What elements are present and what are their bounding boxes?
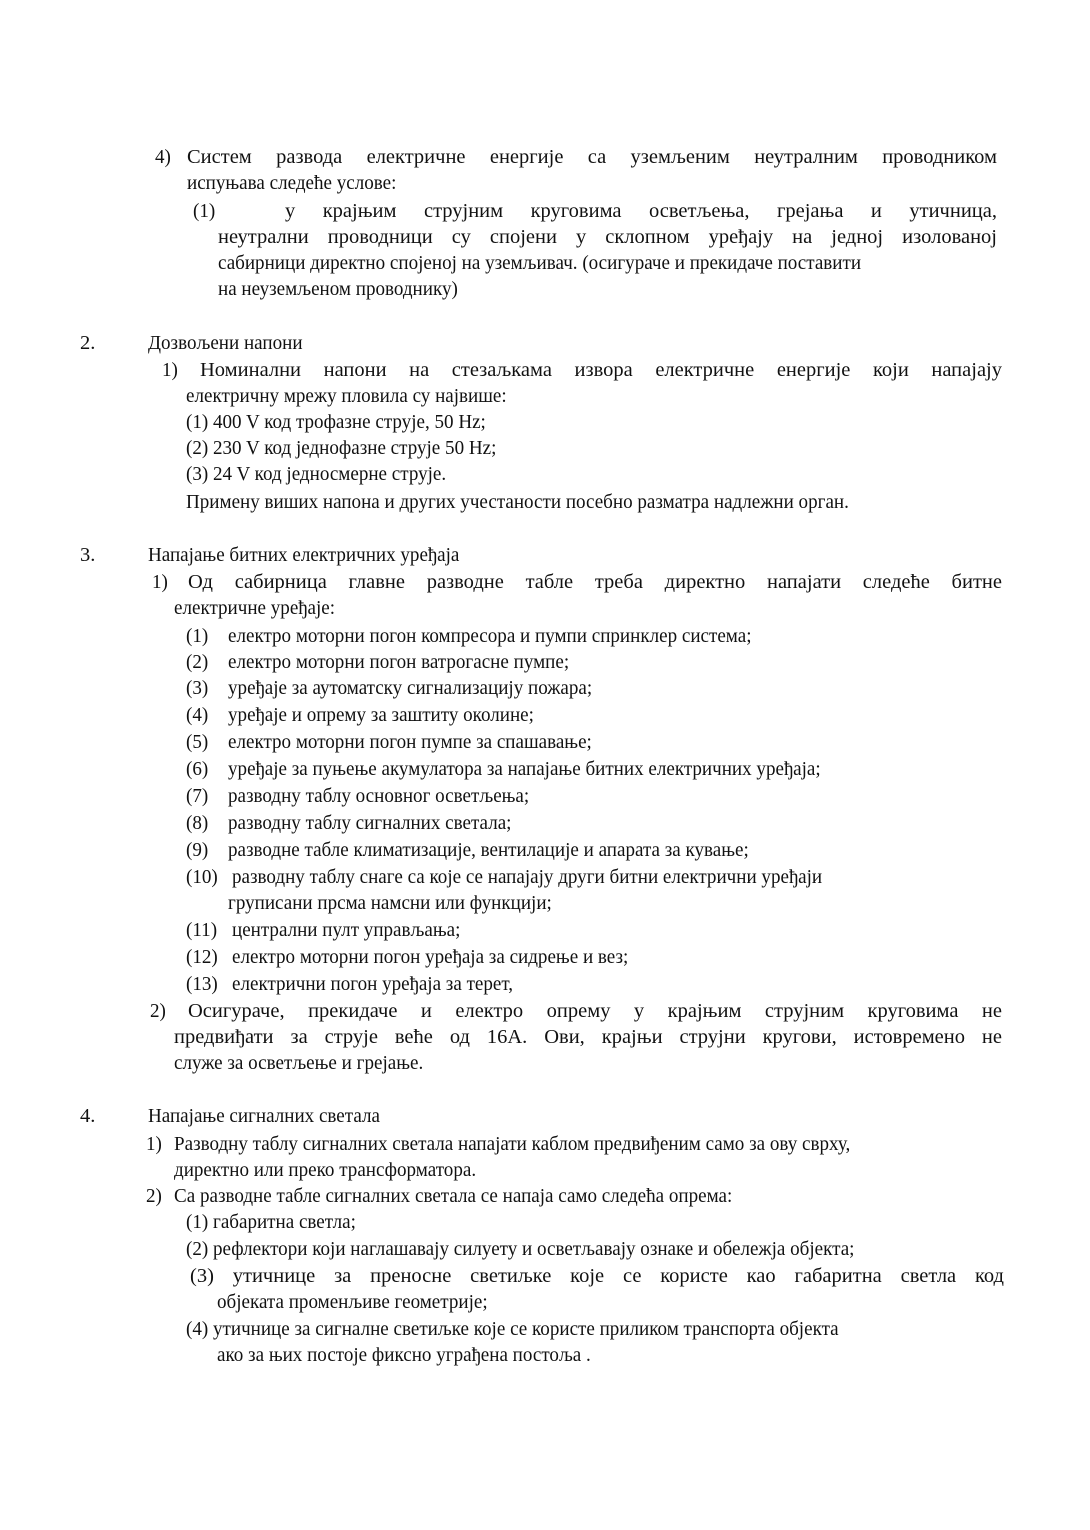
paragraph-line: директно или преко трансформатора. <box>174 1159 477 1181</box>
section-title: Напајање битних електричних уређаја <box>148 544 460 566</box>
list-item-continuation: груписани прсма намсни или функцији; <box>228 892 552 914</box>
list-item: разводну таблу основног осветљења; <box>228 785 530 807</box>
list-item: разводне табле климатизације, вентилације и апарата за кување; <box>228 839 749 861</box>
paragraph-line: Са разводне табле сигналних светала се напаја само следећа опрема: <box>174 1185 733 1207</box>
paragraph-line: Осигураче, прекидаче и електро опрему у крајњим струјним круговима не <box>188 1000 1002 1022</box>
list-item: уређаје и опрему за заштиту околине; <box>228 704 534 726</box>
paragraph-line: Систем развода електричне енергије са уземљеним неутралним проводником <box>187 146 997 168</box>
list-marker: (1) <box>193 200 216 222</box>
list-item: (1) габаритна светла; <box>186 1211 356 1233</box>
list-item: (2) 230 V код једнофазне струје 50 Hz; <box>186 437 497 459</box>
section-number: 3. <box>80 544 96 566</box>
section-title: Дозвољени напони <box>148 332 303 354</box>
paragraph-line: Примену виших напона и других учестаности посебно разматра надлежни орган. <box>186 491 849 513</box>
paragraph-line: предвиђати за струје веће од 16А. Ови, крајњи струјни кругови, истовремено не <box>174 1026 1002 1048</box>
list-marker: (3) <box>186 677 209 699</box>
paragraph-line: испуњава следеће услове: <box>187 172 397 194</box>
list-marker: (10) <box>186 866 218 888</box>
paragraph-line: електричне уређаје: <box>174 597 336 619</box>
list-marker: (7) <box>186 785 209 807</box>
list-marker: 2) <box>146 1185 162 1207</box>
list-item: електрични погон уређаја за терет, <box>232 973 514 995</box>
section-number: 2. <box>80 332 96 354</box>
paragraph-line: у крајњим струјним круговима осветљења, грејања и утичница, <box>285 200 997 222</box>
list-item: уређаје за аутоматску сигнализацију пожара; <box>228 677 593 699</box>
paragraph-line: сабирници директно спојеној на уземљивач. (осигураче и прекидаче поставити <box>218 252 862 274</box>
list-item: разводну таблу снаге са које се напајају други битни електрични уређаји <box>232 866 823 888</box>
list-item: (2) рефлектори који наглашавају силуету и осветљавају ознаке и обележја објекта; <box>186 1238 855 1260</box>
list-marker: (5) <box>186 731 209 753</box>
list-marker: (8) <box>186 812 209 834</box>
paragraph-line: Номинални напони на стезаљкама извора електричне енергије који напајају <box>200 359 1002 381</box>
list-item: електро моторни погон уређаја за сидрење и вез; <box>232 946 629 968</box>
list-marker: (13) <box>186 973 218 995</box>
list-marker: (4) <box>186 704 209 726</box>
list-item: (3) 24 V код једносмерне струје. <box>186 463 447 485</box>
list-marker: (9) <box>186 839 209 861</box>
list-marker: 2) <box>150 1000 166 1022</box>
list-marker: (12) <box>186 946 218 968</box>
list-item: електро моторни погон компресора и пумпи спринклер система; <box>228 625 752 647</box>
section-title: Напајање сигналних светала <box>148 1105 380 1127</box>
list-item: разводну таблу сигналних светала; <box>228 812 512 834</box>
list-item: електро моторни погон пумпе за спашавање; <box>228 731 592 753</box>
list-item: (3) утичнице за преносне светиљке које се користе као габаритна светла код <box>190 1265 1004 1287</box>
paragraph-line: служе за осветљење и грејање. <box>174 1052 424 1074</box>
paragraph-line: електричну мрежу пловила су највише: <box>186 385 507 407</box>
list-marker: (6) <box>186 758 209 780</box>
paragraph-line: неутрални проводници су спојени у склопном уређају на једној изолованој <box>218 226 997 248</box>
list-marker: (1) <box>186 625 209 647</box>
list-marker: 1) <box>146 1133 162 1155</box>
list-item: електро моторни погон ватрогасне пумпе; <box>228 651 570 673</box>
list-item: (4) утичнице за сигналне светиљке које се користе приликом транспорта објекта <box>186 1318 839 1340</box>
paragraph-line: Од сабирница главне разводне табле треба директно напајати следеће битне <box>188 571 1002 593</box>
list-marker: 1) <box>162 359 178 381</box>
section-number: 4. <box>80 1105 96 1127</box>
paragraph-line: Разводну таблу сигналних светала напајати каблом предвиђеним само за ову сврху, <box>174 1133 851 1155</box>
list-item: (1) 400 V код трофазне струје, 50 Hz; <box>186 411 486 433</box>
list-item: централни пулт управљања; <box>232 919 461 941</box>
list-item: уређаје за пуњење акумулатора за напајање битних електричних уређаја; <box>228 758 821 780</box>
list-marker: (2) <box>186 651 209 673</box>
list-marker: 1) <box>152 571 168 593</box>
list-marker: (11) <box>186 919 218 941</box>
paragraph-line: на неуземљеном проводнику) <box>218 278 458 300</box>
list-marker: 4) <box>155 146 171 168</box>
list-item-continuation: ако за њих постоје фиксно уграђена постоља . <box>217 1344 591 1366</box>
list-item-continuation: објеката променљиве геометрије; <box>217 1291 488 1313</box>
